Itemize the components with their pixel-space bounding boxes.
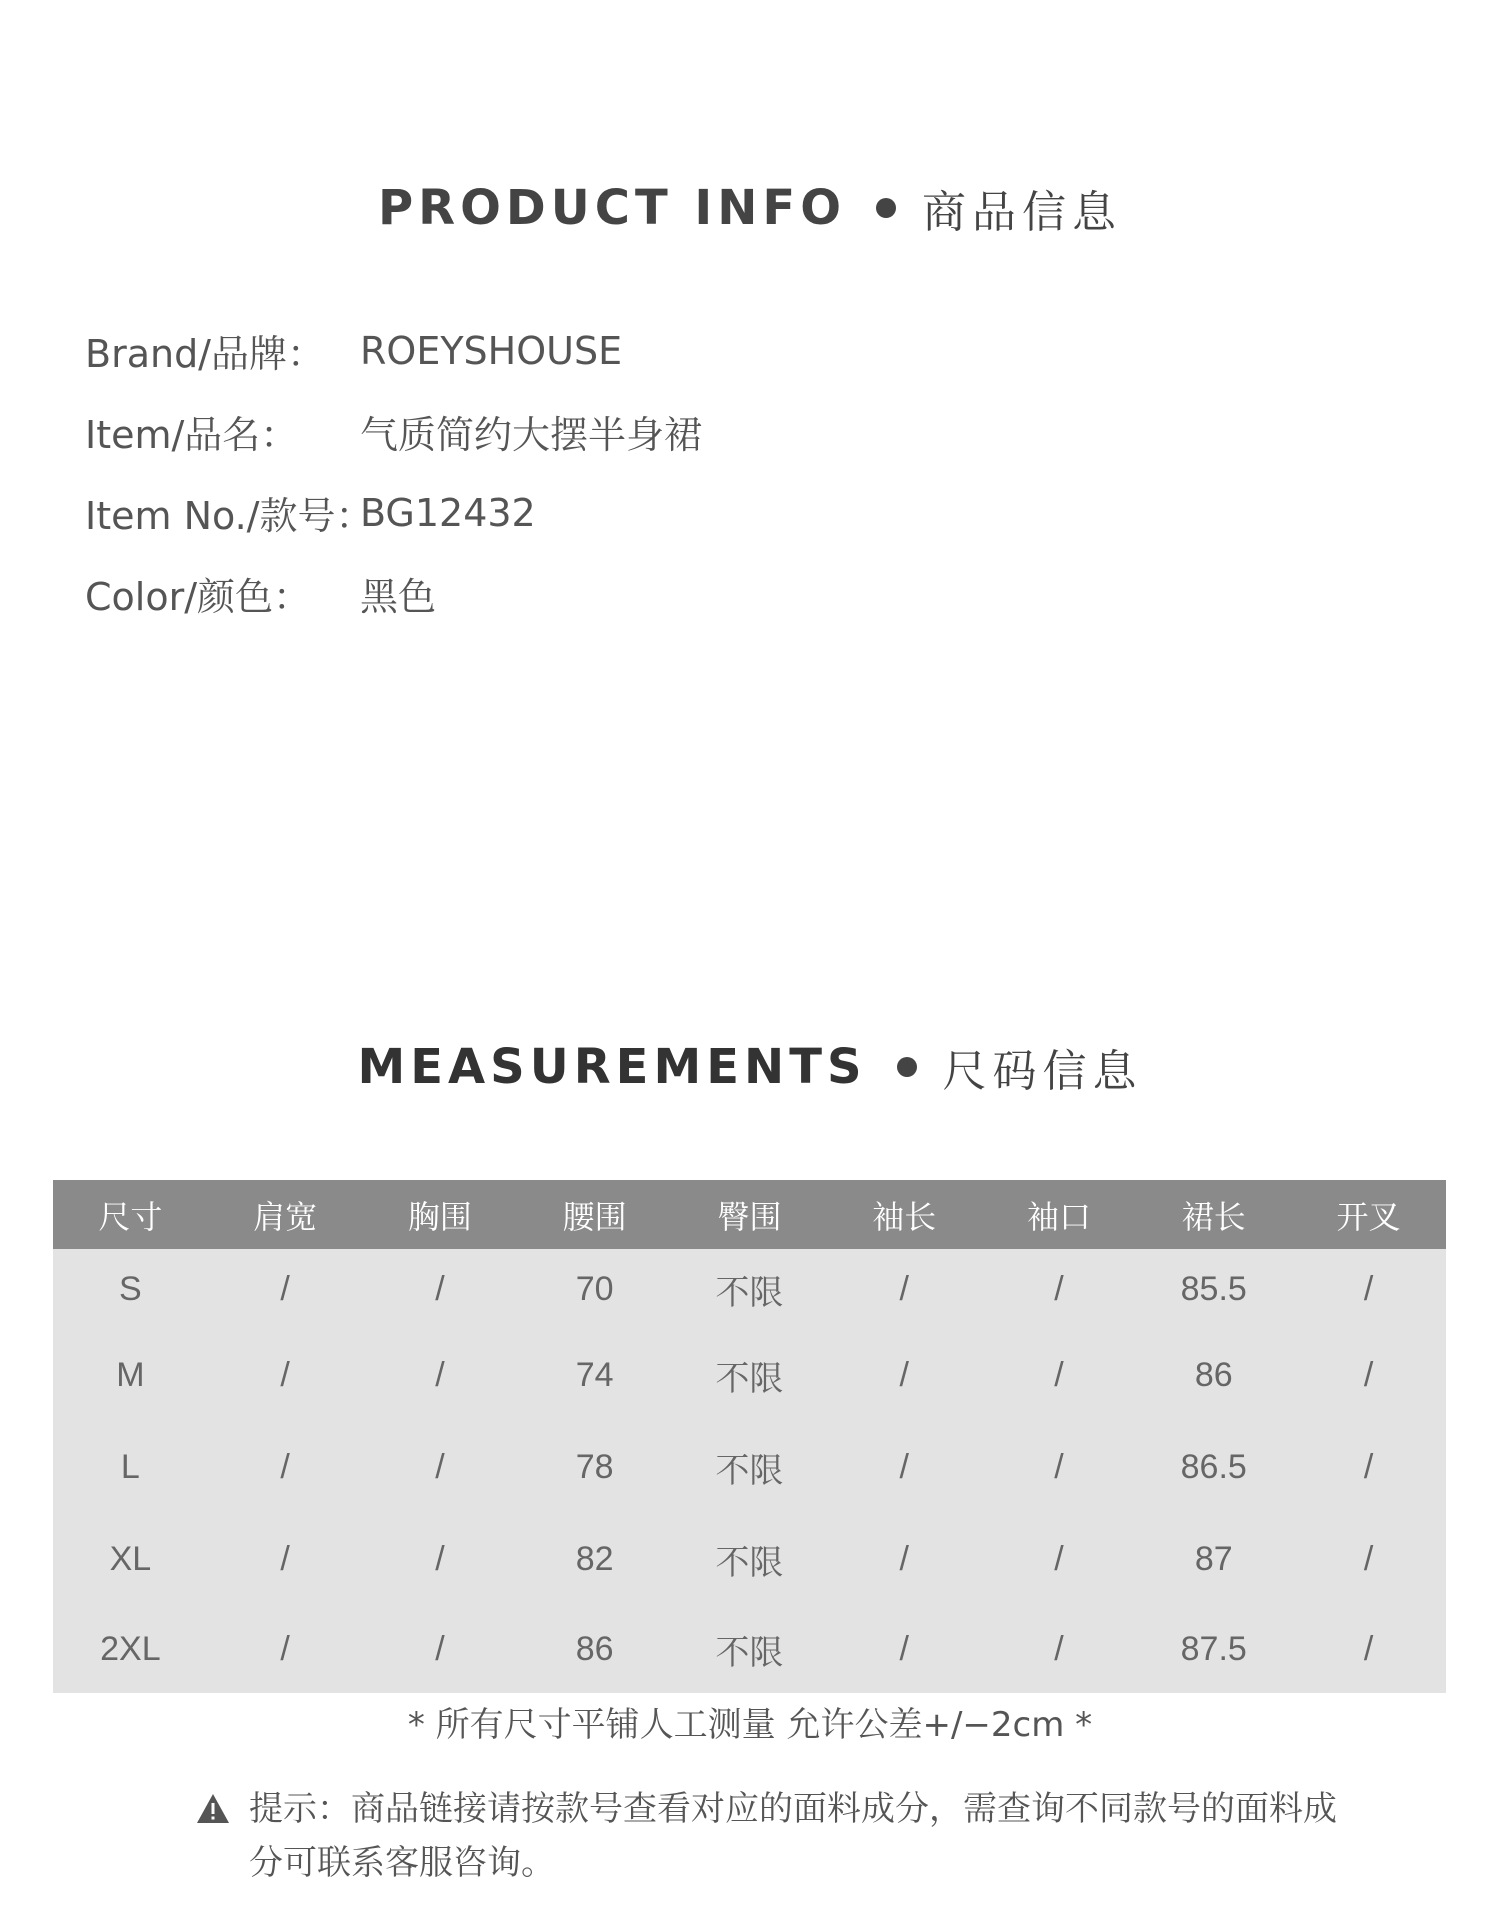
info-label: Item/品名： xyxy=(85,413,299,457)
info-row-brand xyxy=(85,310,1385,391)
table-cell: 86 xyxy=(517,1605,672,1693)
table-row xyxy=(53,1421,1446,1513)
table-cell: / xyxy=(363,1249,518,1329)
product-info-title xyxy=(0,176,1500,240)
measurement-note: * 所有尺寸平铺人工测量 允许公差+/−2cm * xyxy=(407,1705,1093,1745)
table-cell: 不限 xyxy=(672,1249,827,1329)
measurements-title-en: MEASUREMENTS xyxy=(357,1039,867,1095)
table-cell: / xyxy=(827,1605,982,1693)
table-cell: / xyxy=(1291,1329,1446,1421)
table-row xyxy=(53,1513,1446,1605)
tip-block xyxy=(195,1782,1345,1890)
table-cell: / xyxy=(208,1605,363,1693)
table-cell: / xyxy=(982,1249,1137,1329)
table-cell: / xyxy=(1291,1513,1446,1605)
table-cell: 85.5 xyxy=(1136,1249,1291,1329)
table-cell: / xyxy=(363,1513,518,1605)
table-row xyxy=(53,1329,1446,1421)
column-header: 袖长 xyxy=(827,1180,982,1249)
table-cell: M xyxy=(53,1329,208,1421)
info-row-item-no xyxy=(85,472,1385,553)
info-row-item xyxy=(85,391,1385,472)
table-cell: / xyxy=(982,1513,1137,1605)
info-value: 黑色 xyxy=(360,575,437,619)
table-cell: 不限 xyxy=(672,1421,827,1513)
table-cell: / xyxy=(982,1421,1137,1513)
product-info-title-zh: 商品信息 xyxy=(922,187,1123,238)
info-label: Color/颜色： xyxy=(85,575,312,619)
table-cell: XL xyxy=(53,1513,208,1605)
size-table xyxy=(53,1180,1446,1693)
title-dot-icon xyxy=(876,198,896,218)
table-cell: / xyxy=(363,1329,518,1421)
product-info-list xyxy=(85,310,1385,634)
table-row xyxy=(53,1605,1446,1693)
column-header: 腰围 xyxy=(517,1180,672,1249)
table-cell: 不限 xyxy=(672,1329,827,1421)
table-header-row xyxy=(53,1180,1446,1249)
table-cell: 82 xyxy=(517,1513,672,1605)
info-value: 气质简约大摆半身裙 xyxy=(360,413,703,457)
column-header: 裙长 xyxy=(1136,1180,1291,1249)
column-header: 开叉 xyxy=(1291,1180,1446,1249)
table-cell: / xyxy=(982,1329,1137,1421)
table-cell: 不限 xyxy=(672,1513,827,1605)
table-cell: L xyxy=(53,1421,208,1513)
table-cell: / xyxy=(827,1329,982,1421)
table-cell: / xyxy=(827,1249,982,1329)
table-cell: / xyxy=(982,1605,1137,1693)
table-cell: S xyxy=(53,1249,208,1329)
table-cell: 不限 xyxy=(672,1605,827,1693)
column-header: 尺寸 xyxy=(53,1180,208,1249)
table-cell: / xyxy=(363,1421,518,1513)
product-info-title-en: PRODUCT INFO xyxy=(377,180,847,236)
table-cell: 74 xyxy=(517,1329,672,1421)
table-cell: / xyxy=(827,1421,982,1513)
measurements-title xyxy=(0,1035,1500,1099)
table-row xyxy=(53,1249,1446,1329)
title-dot-icon xyxy=(897,1057,917,1077)
table-cell: / xyxy=(363,1605,518,1693)
table-cell: 2XL xyxy=(53,1605,208,1693)
table-cell: / xyxy=(208,1421,363,1513)
table-cell: / xyxy=(208,1249,363,1329)
column-header: 袖口 xyxy=(982,1180,1137,1249)
info-label: Brand/品牌： xyxy=(85,332,325,376)
table-cell: / xyxy=(1291,1249,1446,1329)
column-header: 肩宽 xyxy=(208,1180,363,1249)
table-cell: / xyxy=(1291,1421,1446,1513)
measurements-title-zh: 尺码信息 xyxy=(942,1046,1143,1097)
table-cell: 78 xyxy=(517,1421,672,1513)
table-cell: / xyxy=(827,1513,982,1605)
table-cell: / xyxy=(208,1329,363,1421)
table-cell: 87.5 xyxy=(1136,1605,1291,1693)
table-cell: 87 xyxy=(1136,1513,1291,1605)
table-cell: 86 xyxy=(1136,1329,1291,1421)
info-value: BG12432 xyxy=(360,490,536,535)
info-value: ROEYSHOUSE xyxy=(360,328,623,373)
column-header: 胸围 xyxy=(363,1180,518,1249)
table-cell: 70 xyxy=(517,1249,672,1329)
table-cell: / xyxy=(1291,1605,1446,1693)
tip-text: 提示：商品链接请按款号查看对应的面料成分，需查询不同款号的面料成分可联系客服咨询。 xyxy=(249,1789,1337,1883)
table-cell: / xyxy=(208,1513,363,1605)
warning-icon xyxy=(195,1791,231,1827)
table-cell: 86.5 xyxy=(1136,1421,1291,1513)
column-header: 臀围 xyxy=(672,1180,827,1249)
info-row-color xyxy=(85,553,1385,634)
info-label: Item No./款号： xyxy=(85,494,374,538)
